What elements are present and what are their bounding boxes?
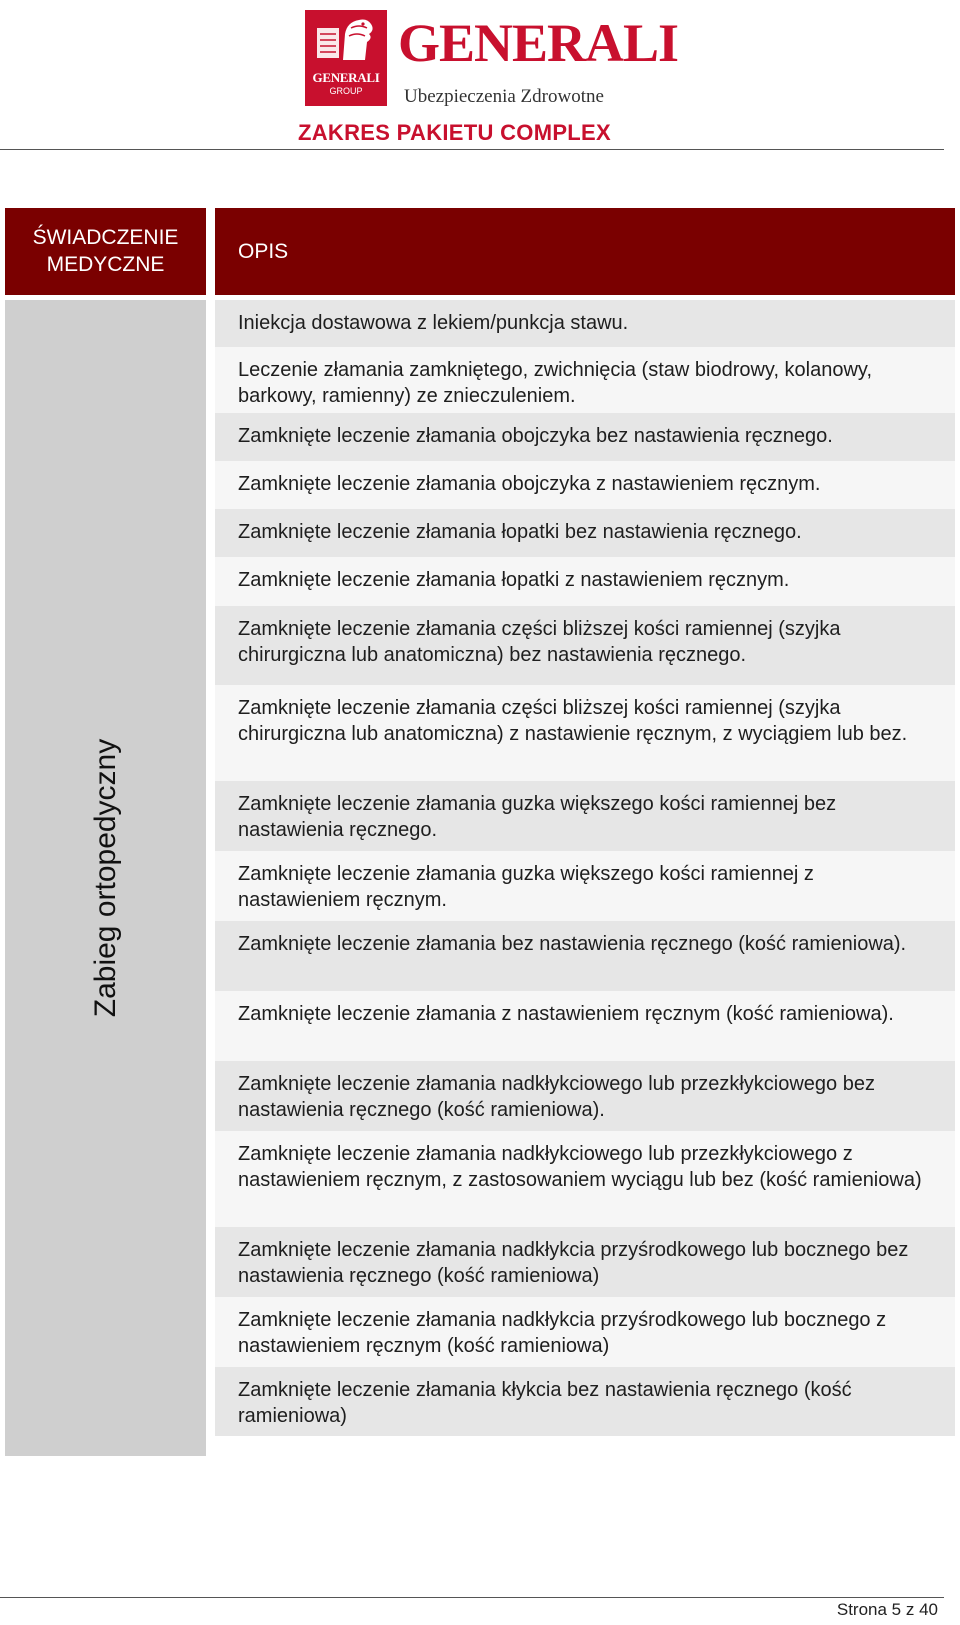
row-text: Zamknięte leczenie złamania nadkłykciowego lub przezkłykciowego z nastawieniem ręcznym, z zastosowaniem wyciągu lub bez (kość ramieniowa) bbox=[238, 1143, 922, 1191]
row-text: Zamknięte leczenie złamania obojczyka bez nastawienia ręcznego. bbox=[238, 425, 833, 447]
row-text: Zamknięte leczenie złamania guzka większego kości ramiennej z nastawieniem ręcznym. bbox=[238, 863, 814, 911]
row-text: Zamknięte leczenie złamania nadkłykciowego lub przezkłykciowego bez nastawienia ręcznego (kość ramieniowa). bbox=[238, 1073, 875, 1121]
row-text: Iniekcja dostawowa z lekiem/punkcja stawu. bbox=[238, 312, 629, 334]
row-text: Zamknięte leczenie złamania nadkłykcia przyśrodkowego lub bocznego z nastawieniem ręcznym (kość ramieniowa) bbox=[238, 1309, 887, 1357]
row-text: Zamknięte leczenie złamania bez nastawienia ręcznego (kość ramieniowa). bbox=[238, 933, 907, 955]
row-text: Zamknięte leczenie złamania nadkłykcia przyśrodkowego lub bocznego bez nastawienia ręcznego (kość ramieniowa) bbox=[238, 1239, 909, 1287]
table-row bbox=[215, 1227, 955, 1297]
column-header-description: OPIS bbox=[215, 208, 955, 295]
table-row bbox=[215, 685, 955, 781]
table-row bbox=[215, 413, 955, 461]
logo-group-name: GENERALI bbox=[312, 70, 380, 85]
table-row bbox=[215, 347, 955, 413]
table-row bbox=[215, 781, 955, 851]
table-row bbox=[215, 991, 955, 1061]
page-number: Strona 5 z 40 bbox=[836, 1600, 938, 1619]
table-row bbox=[215, 1131, 955, 1227]
logo-group-sub: GROUP bbox=[329, 86, 363, 96]
header-divider bbox=[0, 149, 944, 150]
category-cell bbox=[5, 300, 206, 1456]
table-row bbox=[215, 1297, 955, 1367]
table-row bbox=[215, 461, 955, 509]
table-row bbox=[215, 606, 955, 685]
table-row bbox=[215, 509, 955, 557]
row-text: Zamknięte leczenie złamania guzka większego kości ramiennej bez nastawienia ręcznego. bbox=[238, 793, 837, 841]
page-title: ZAKRES PAKIETU COMPLEX bbox=[298, 120, 611, 145]
row-text: Zamknięte leczenie złamania części bliższej kości ramiennej (szyjka chirurgiczna lub anatomiczna) bez nastawienia ręcznego. bbox=[238, 618, 841, 666]
table-row bbox=[215, 557, 955, 606]
table-row bbox=[215, 851, 955, 921]
row-text: Zamknięte leczenie złamania kłykcia bez nastawienia ręcznego (kość ramieniowa) bbox=[238, 1379, 852, 1427]
logo-wordmark: GENERALI bbox=[398, 13, 679, 73]
row-text: Zamknięte leczenie złamania z nastawieniem ręcznym (kość ramieniowa). bbox=[238, 1003, 894, 1025]
footer-divider bbox=[0, 1597, 944, 1598]
lion-icon bbox=[315, 14, 377, 62]
table-row bbox=[215, 300, 955, 347]
table-row bbox=[215, 1061, 955, 1131]
column-header-benefit: ŚWIADCZENIE MEDYCZNE bbox=[5, 208, 206, 295]
generali-logo-emblem bbox=[305, 10, 387, 106]
row-text: Leczenie złamania zamkniętego, zwichnięcia (staw biodrowy, kolanowy, barkowy, ramienny) ze znieczuleniem. bbox=[238, 359, 873, 407]
table-row bbox=[215, 1367, 955, 1436]
logo-subtitle: Ubezpieczenia Zdrowotne bbox=[404, 86, 604, 107]
row-text: Zamknięte leczenie złamania obojczyka z nastawieniem ręcznym. bbox=[238, 473, 821, 495]
row-text: Zamknięte leczenie złamania łopatki bez nastawienia ręcznego. bbox=[238, 521, 802, 543]
description-list bbox=[215, 300, 955, 1436]
row-text: Zamknięte leczenie złamania części bliższej kości ramiennej (szyjka chirurgiczna lub anatomiczna) z nastawienie ręcznym, z wyciągiem lub bez. bbox=[238, 697, 908, 745]
table-row bbox=[215, 921, 955, 991]
row-text: Zamknięte leczenie złamania łopatki z nastawieniem ręcznym. bbox=[238, 569, 790, 591]
category-label bbox=[88, 739, 124, 1018]
category-label-text: Zabieg ortopedyczny bbox=[88, 738, 122, 1018]
